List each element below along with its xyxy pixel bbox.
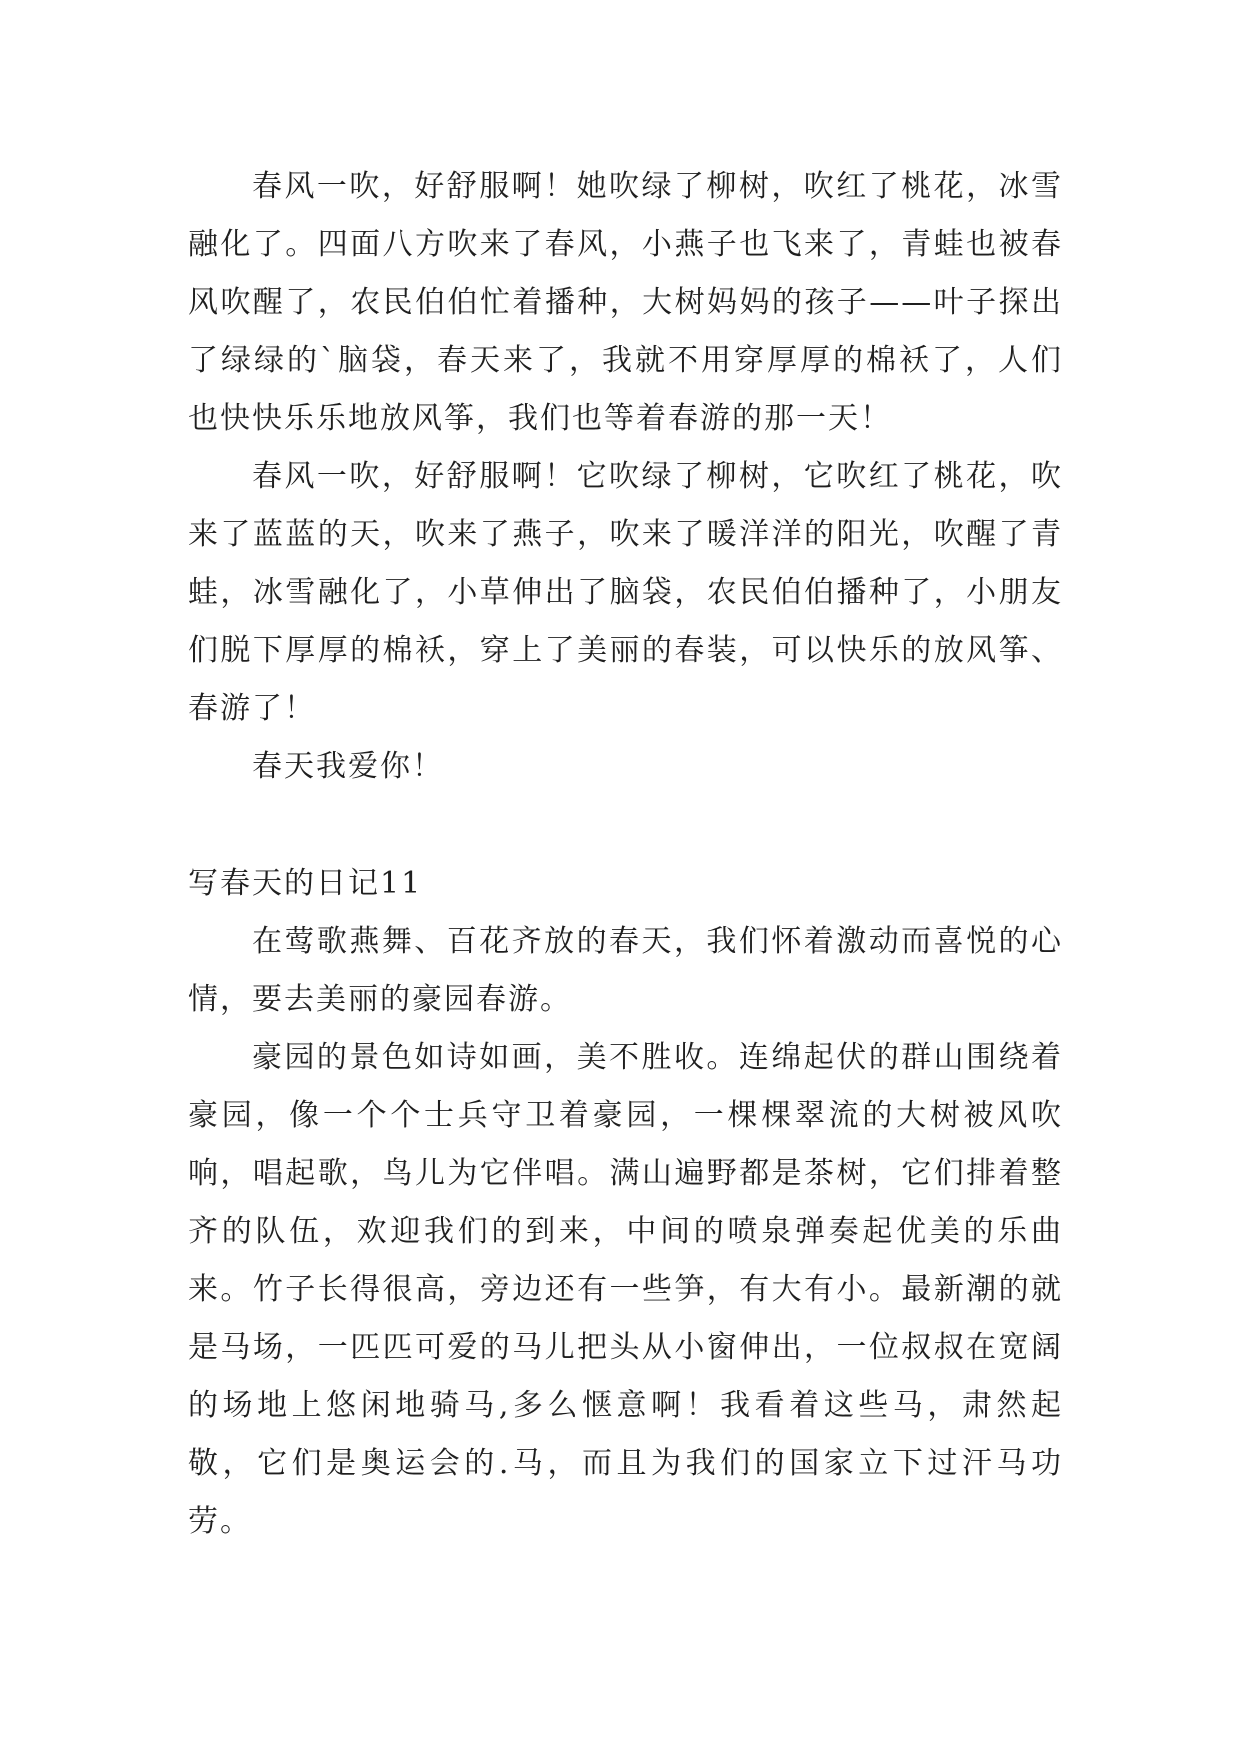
paragraph-love-spring: 春天我爱你！ (252, 749, 444, 784)
paragraph-spring-wind-2: 春风一吹，好舒服啊！它吹绿了柳树，它吹红了桃花，吹来了蓝蓝的天，吹来了燕子，吹来了暖洋洋的阳光，吹醒了青蛙，冰雪融化了，小草伸出了脑袋，农民伯伯播种了，小朋友们脱下厚厚的棉袄，穿上了美丽的春装，可以快乐的放风筝、春游了！ (188, 459, 1063, 726)
paragraph-spring-wind-1: 春风一吹，好舒服啊！她吹绿了柳树，吹红了桃花，冰雪融化了。四面八方吹来了春风，小燕子也飞来了，青蛙也被春风吹醒了，农民伯伯忙着播种，大树妈妈的孩子——叶子探出了绿绿的`脑袋，春天来了，我就不用穿厚厚的棉袄了，人们也快快乐乐地放风筝，我们也等着春游的那一天！ (188, 169, 1063, 436)
diary-section-11 (188, 855, 1063, 1551)
paragraph-haoyuan-scenery: 豪园的景色如诗如画，美不胜收。连绵起伏的群山围绕着豪园，像一个个士兵守卫着豪园，一棵棵翠流的大树被风吹响，唱起歌，鸟儿为它伴唱。满山遍野都是茶树，它们排着整齐的队伍，欢迎我们的到来，中间的喷泉弹奏起优美的乐曲来。竹子长得很高，旁边还有一些笋，有大有小。最新潮的就是马场，一匹匹可爱的马儿把头从小窗伸出，一位叔叔在宽阔的场地上悠闲地骑马,多么惬意啊！我看着这些马，肃然起敬，它们是奥运会的.马，而且为我们的国家立下过汗马功劳。 (188, 1040, 1063, 1539)
diary-section-10-body (188, 158, 1063, 796)
section-title: 写春天的日记11 (188, 866, 423, 901)
paragraph-spring-outing-intro: 在莺歌燕舞、百花齐放的春天，我们怀着激动而喜悦的心情，要去美丽的豪园春游。 (188, 924, 1063, 1017)
